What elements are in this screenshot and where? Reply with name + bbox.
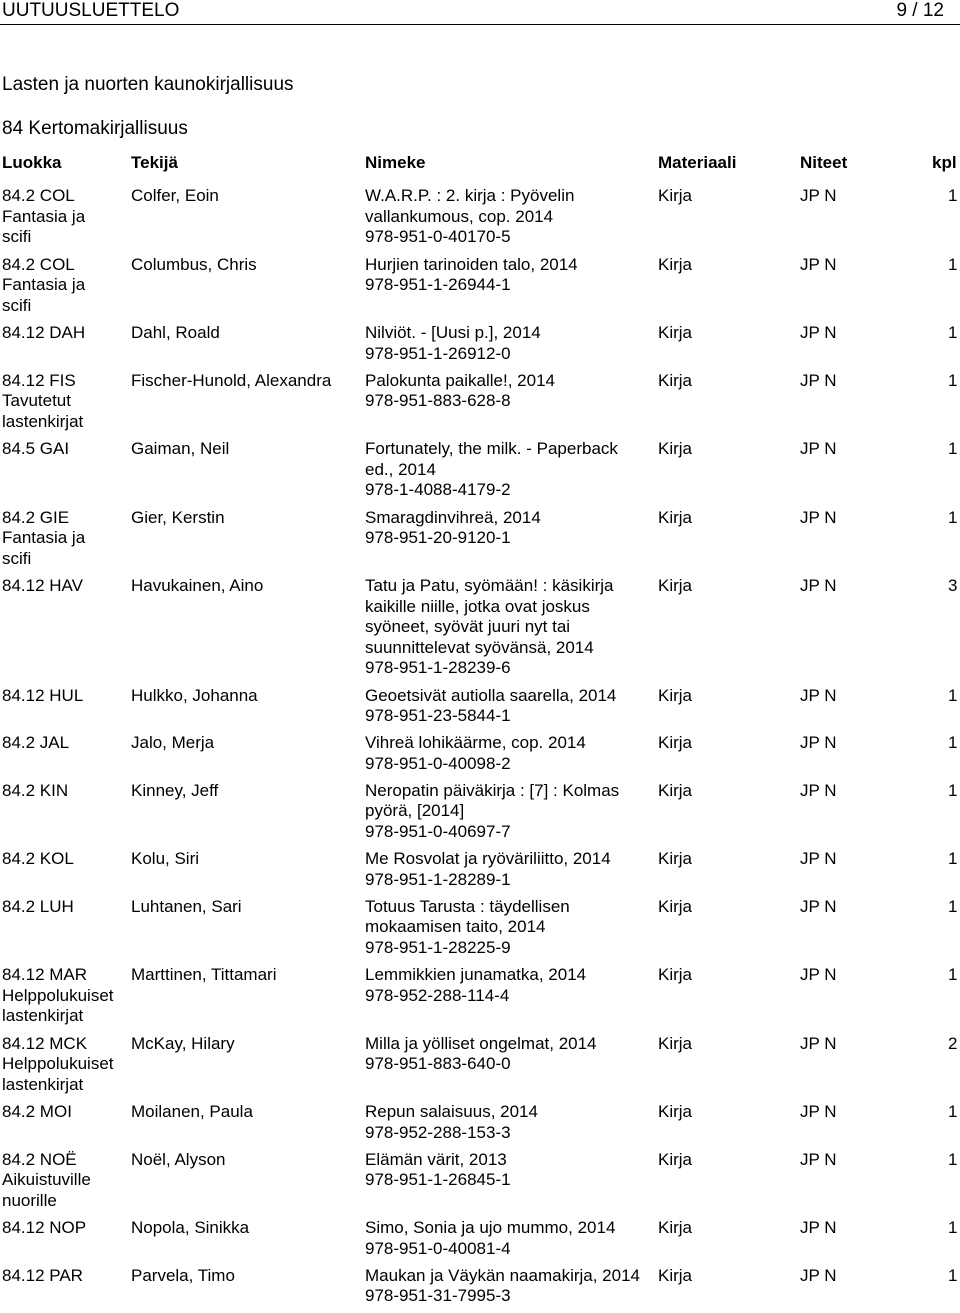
title: Totuus Tarusta : täydellisen mokaamisen taito, 2014 [365,896,570,936]
material: Kirja [658,896,693,916]
class-code: 84.2 LUH [2,896,74,916]
col-nimeke: Nimeke [365,153,426,172]
copies-location: JP N [800,849,837,868]
class-code: 84.12 NOP [2,1218,87,1237]
column-headers [0,153,960,175]
list-item [0,186,960,248]
isbn: 978-951-1-28289-1 [365,869,511,889]
copies-location: JP N [800,780,837,800]
title-cell [365,897,647,959]
class-code: 84.12 DAH [2,323,86,342]
count: 1 [948,323,958,342]
author: Nopola, Sinikka [131,1218,250,1237]
copies-location: JP N [800,965,837,984]
title-cell [365,576,647,679]
count: 1 [948,370,958,390]
class-code: 84.12 MAR Helppolukuiset lastenkirjat [2,965,114,1025]
header-rule [0,24,960,25]
col-luokka: Luokka [2,153,62,172]
list-item [0,371,960,433]
class-code: 84.12 PAR [2,1265,83,1285]
title: Vihreä lohikäärme, cop. 2014 [365,733,586,752]
copies-location: JP N [800,733,837,752]
section-heading: Lasten ja nuorten kaunokirjallisuus [2,74,294,95]
author: Marttinen, Tittamari [131,965,277,984]
material: Kirja [658,685,693,705]
copies-location: JP N [800,1149,837,1169]
class-code: 84.2 KOL [2,849,74,868]
copies-location: JP N [800,576,837,595]
material: Kirja [658,370,693,390]
list-item [0,965,960,1027]
count: 1 [948,685,958,705]
copies-location: JP N [800,370,837,390]
title-cell [365,508,647,549]
title-cell [365,965,647,1006]
list-item [0,686,960,727]
count: 1 [948,1265,958,1285]
class-code: 84.2 GIE Fantasia ja scifi [2,507,86,568]
title: Milla ja yölliset ongelmat, 2014 [365,1033,597,1053]
title-cell [365,1266,647,1307]
title: Fortunately, the milk. - Paperback ed., 2014 [365,439,618,479]
title: Nilviöt. - [Uusi p.], 2014 [365,323,541,342]
col-niteet: Niteet [800,153,848,172]
count: 1 [948,965,958,984]
copies-location: JP N [800,323,837,342]
col-kpl: kpl [932,153,957,172]
class-code: 84.2 COL Fantasia ja scifi [2,186,86,246]
count: 1 [948,1102,958,1121]
author: Kinney, Jeff [131,780,219,800]
title: Repun salaisuus, 2014 [365,1102,538,1121]
page-number: 9 / 12 [896,0,944,21]
material: Kirja [658,1102,693,1121]
class-code: 84.5 GAI [2,439,70,458]
count: 1 [948,733,958,752]
author: Columbus, Chris [131,254,257,274]
title: Neropatin päiväkirja : [7] : Kolmas pyörä, [2014] [365,780,620,820]
class-code: 84.12 MCK Helppolukuiset lastenkirjat [2,1033,114,1094]
material: Kirja [658,576,693,595]
copies-location: JP N [800,507,837,527]
author: Hulkko, Johanna [131,685,258,705]
copies-location: JP N [800,1218,837,1237]
count: 1 [948,186,958,205]
count: 1 [948,849,958,868]
title-cell [365,1150,647,1191]
count: 2 [948,1033,958,1053]
list-item [0,323,960,364]
author: Kolu, Siri [131,849,200,868]
count: 1 [948,780,958,800]
title: Palokunta paikalle!, 2014 [365,370,555,390]
class-code: 84.2 NOË Aikuistuville nuorille [2,1149,91,1210]
copies-location: JP N [800,186,837,205]
author: Noël, Alyson [131,1149,226,1169]
author: Moilanen, Paula [131,1102,253,1121]
author: Colfer, Eoin [131,186,219,205]
col-tekija: Tekijä [131,153,178,172]
copies-location: JP N [800,1265,837,1285]
list-item [0,439,960,501]
isbn: 978-951-1-26845-1 [365,1170,511,1189]
list-item [0,733,960,774]
list-item [0,255,960,317]
material: Kirja [658,323,693,342]
list-item [0,1150,960,1212]
title-cell [365,733,647,774]
isbn: 978-951-23-5844-1 [365,706,511,725]
count: 3 [948,576,958,595]
class-code: 84.2 MOI [2,1102,72,1121]
isbn: 978-952-288-114-4 [365,985,510,1005]
title-cell [365,1218,647,1259]
class-code: 84.2 JAL [2,733,70,752]
title: Lemmikkien junamatka, 2014 [365,965,587,984]
copies-location: JP N [800,254,837,274]
list-item [0,1266,960,1307]
material: Kirja [658,965,693,984]
list-item [0,1034,960,1096]
isbn: 978-951-0-40170-5 [365,227,511,246]
author: Luhtanen, Sari [131,896,242,916]
material: Kirja [658,507,693,527]
copies-location: JP N [800,896,837,916]
class-code: 84.12 HAV [2,576,83,595]
copies-location: JP N [800,439,837,458]
title-cell [365,781,647,843]
title-cell [365,849,647,890]
class-code: 84.2 KIN [2,780,69,800]
title: Geoetsivät autiolla saarella, 2014 [365,685,617,705]
isbn: 978-951-1-28225-9 [365,937,511,957]
isbn: 978-951-1-26944-1 [365,275,511,294]
class-code: 84.2 COL Fantasia ja scifi [2,254,86,315]
isbn: 978-952-288-153-3 [365,1122,511,1142]
count: 1 [948,439,958,458]
title-cell [365,371,647,412]
col-materiaali: Materiaali [658,153,737,172]
author: Gaiman, Neil [131,439,230,458]
material: Kirja [658,439,693,458]
page-header [0,0,960,24]
title-cell [365,186,647,248]
author: Havukainen, Aino [131,576,264,595]
title-cell [365,439,647,501]
material: Kirja [658,1033,693,1053]
count: 1 [948,1149,958,1169]
isbn: 978-951-20-9120-1 [365,528,511,547]
document-title: UUTUUSLUETTELO [2,0,180,21]
author: Jalo, Merja [131,733,215,752]
catalog-list [0,186,960,1313]
material: Kirja [658,1265,693,1285]
title-cell [365,686,647,727]
copies-location: JP N [800,685,837,705]
title: Tatu ja Patu, syömään! : käsikirja kaikille niille, jotka ovat joskus syöneet, syövät juuri nyt tai suunnittelevat syövänsä, 2014 [365,576,614,657]
title: Elämän värit, 2013 [365,1149,507,1169]
title-cell [365,255,647,296]
title: Me Rosvolat ja ryöväriliitto, 2014 [365,849,611,868]
list-item [0,576,960,679]
isbn: 978-951-883-640-0 [365,1054,511,1073]
list-item [0,849,960,890]
author: McKay, Hilary [131,1033,235,1053]
author: Parvela, Timo [131,1265,235,1285]
subsection-heading: 84 Kertomakirjallisuus [2,118,188,139]
title: Simo, Sonia ja ujo mummo, 2014 [365,1218,616,1237]
material: Kirja [658,849,693,868]
count: 1 [948,1218,958,1237]
copies-location: JP N [800,1033,837,1053]
material: Kirja [658,254,693,274]
author: Dahl, Roald [131,323,220,342]
isbn: 978-951-1-26912-0 [365,343,511,363]
list-item [0,781,960,843]
author: Gier, Kerstin [131,507,225,527]
title: Maukan ja Väykän naamakirja, 2014 [365,1265,640,1285]
isbn: 978-951-883-628-8 [365,391,511,410]
isbn: 978-951-31-7995-3 [365,1286,511,1305]
class-code: 84.12 HUL [2,685,84,705]
title-cell [365,323,647,364]
list-item [0,1218,960,1259]
isbn: 978-951-0-40098-2 [365,753,511,773]
material: Kirja [658,1218,693,1237]
title-cell [365,1034,647,1075]
isbn: 978-1-4088-4179-2 [365,480,511,499]
list-item [0,897,960,959]
material: Kirja [658,186,693,205]
count: 1 [948,254,958,274]
list-item [0,1102,960,1143]
class-code: 84.12 FIS Tavutetut lastenkirjat [2,370,84,431]
count: 1 [948,507,958,527]
title: Hurjien tarinoiden talo, 2014 [365,254,578,274]
title: W.A.R.P. : 2. kirja : Pyövelin vallankumous, cop. 2014 [365,186,575,226]
material: Kirja [658,1149,693,1169]
isbn: 978-951-0-40697-7 [365,821,511,841]
title-cell [365,1102,647,1143]
count: 1 [948,896,958,916]
material: Kirja [658,780,693,800]
material: Kirja [658,733,693,752]
isbn: 978-951-1-28239-6 [365,658,511,677]
list-item [0,508,960,570]
author: Fischer-Hunold, Alexandra [131,370,332,390]
isbn: 978-951-0-40081-4 [365,1238,511,1258]
copies-location: JP N [800,1102,837,1121]
title: Smaragdinvihreä, 2014 [365,507,541,527]
